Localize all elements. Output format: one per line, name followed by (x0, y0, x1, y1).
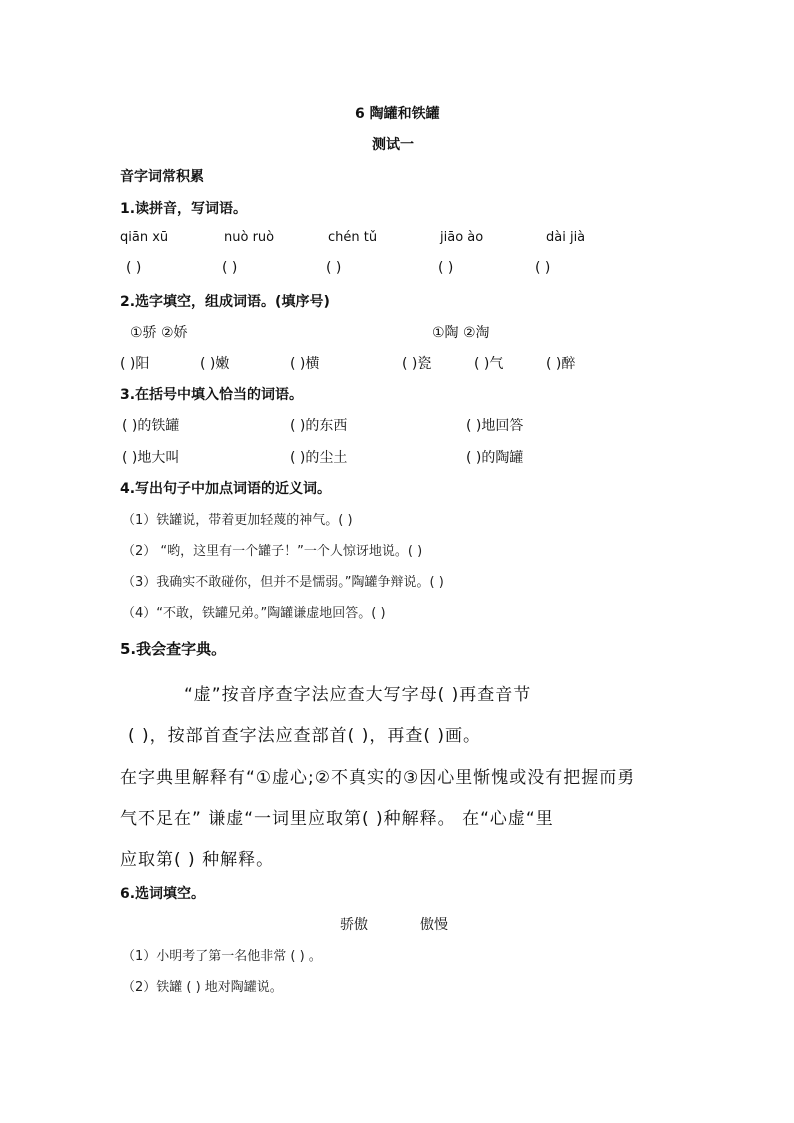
q4-heading: 4.写出句子中加点词语的近义词。 (120, 481, 332, 497)
sentence-item[interactable]: （1）铁罐说，带着更加轻蔑的神气。( ) (122, 513, 353, 528)
word-choice: 傲慢 (420, 917, 448, 933)
sentence-item[interactable]: （2）铁罐 ( ) 地对陶罐说。 (122, 980, 283, 995)
fill-item[interactable]: ( )阳 (120, 356, 150, 372)
fill-item[interactable]: ( )的东西 (290, 418, 348, 434)
fill-item[interactable]: ( )的陶罐 (466, 450, 524, 466)
fill-item[interactable]: ( )横 (290, 356, 320, 372)
sentence-item[interactable]: （3）我确实不敢碰你，但并不是懦弱。”陶罐争辩说。( ) (122, 575, 444, 590)
q5-line[interactable]: 气不足在” 谦虚“一词里应取第( )种解释。 在“心虚“里 (120, 809, 554, 829)
q5-line[interactable]: ( )，按部首查字法应查部首( )，再查( )画。 (128, 726, 482, 746)
q1-heading: 1.读拼音，写词语。 (120, 201, 248, 217)
pinyin-item: jiāo ào (440, 230, 484, 245)
q5-heading: 5.我会查字典。 (120, 640, 227, 658)
fill-item[interactable]: ( )的尘土 (290, 450, 348, 466)
answer-blank[interactable]: ( ) (438, 260, 454, 276)
answer-blank[interactable]: ( ) (222, 260, 238, 276)
fill-item[interactable]: ( )地回答 (466, 418, 524, 434)
q6-heading: 6.选词填空。 (120, 886, 206, 902)
pinyin-item: nuò ruò (224, 230, 275, 245)
q2-options-right: ①陶 ②淘 (432, 325, 490, 341)
pinyin-item: dài jià (546, 230, 586, 245)
q2-heading: 2.选字填空，组成词语。(填序号) (120, 294, 330, 310)
answer-blank[interactable]: ( ) (126, 260, 142, 276)
fill-item[interactable]: ( )气 (474, 356, 504, 372)
fill-item[interactable]: ( )嫩 (200, 356, 230, 372)
fill-item[interactable]: ( )瓷 (402, 356, 432, 372)
q5-line[interactable]: “虚”按音序查字法应查大写字母( )再查音节 (184, 685, 532, 705)
fill-item[interactable]: ( )地大叫 (122, 450, 180, 466)
sentence-item[interactable]: （2） “哟，这里有一个罐子！”一个人惊讶地说。( ) (122, 544, 423, 559)
fill-item[interactable]: ( )的铁罐 (122, 418, 180, 434)
q2-options-left: ①骄 ②娇 (130, 325, 188, 341)
answer-blank[interactable]: ( ) (535, 260, 551, 276)
page-subtitle: 测试一 (372, 137, 414, 153)
word-choice: 骄傲 (340, 917, 368, 933)
q5-line: 在字典里解释有“①虚心;②不真实的③因心里惭愧或没有把握而勇 (120, 768, 636, 788)
fill-item[interactable]: ( )醉 (546, 356, 576, 372)
answer-blank[interactable]: ( ) (326, 260, 342, 276)
q3-heading: 3.在括号中填入恰当的词语。 (120, 387, 304, 403)
q5-line[interactable]: 应取第( ) 种解释。 (120, 850, 275, 870)
pinyin-item: qiān xū (120, 230, 169, 245)
sentence-item[interactable]: （4）“不敢，铁罐兄弟。”陶罐谦虚地回答。( ) (122, 606, 386, 621)
sentence-item[interactable]: （1）小明考了第一名他非常 ( ) 。 (122, 949, 322, 964)
page-title: 6 陶罐和铁罐 (355, 106, 440, 122)
section-heading: 音字词常积累 (120, 169, 204, 185)
pinyin-item: chén tǔ (328, 230, 378, 245)
